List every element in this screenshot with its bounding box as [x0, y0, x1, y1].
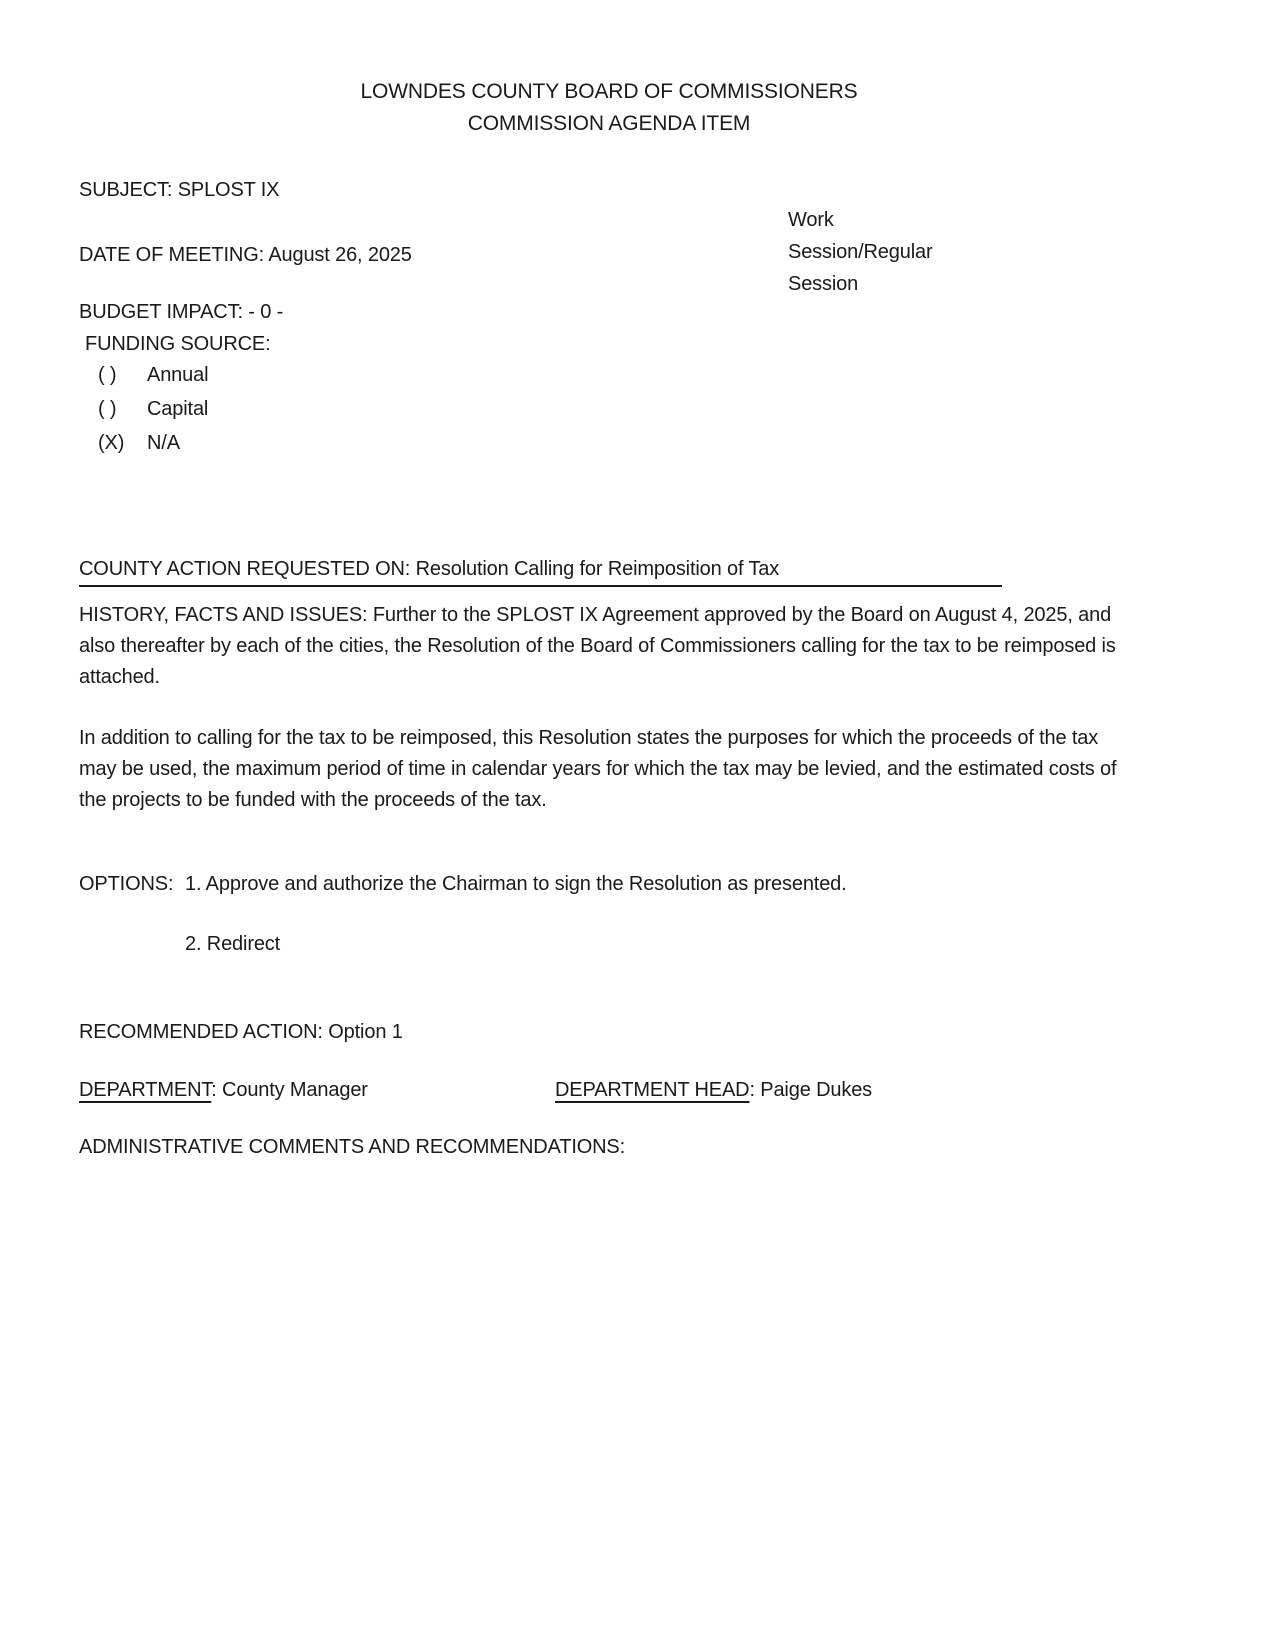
document-title-line2: COMMISSION AGENDA ITEM	[467, 112, 751, 135]
subject-label: SUBJECT:	[79, 179, 173, 201]
department-value: : County Manager	[211, 1079, 368, 1101]
history-facts-paragraph: HISTORY, FACTS AND ISSUES: Further to the SPLOST IX Agreement approved by the Board on August 4, 2025, and also thereafter by each of the cities, the Resolution of the Board of Commissioners calling for the tax to be reimposed is attached.	[79, 604, 1116, 688]
options-label: OPTIONS:	[79, 873, 174, 895]
county-action-requested-heading	[79, 554, 1002, 587]
recommended-action-label: RECOMMENDED ACTION:	[79, 1021, 323, 1043]
funding-option-capital	[98, 392, 208, 426]
funding-option-na	[98, 426, 208, 460]
funding-source-options	[98, 358, 208, 460]
recommended-action-value: Option 1	[328, 1021, 403, 1043]
department-head-label: DEPARTMENT HEAD	[555, 1079, 750, 1101]
checkbox-annual: ( )	[98, 364, 117, 386]
resolution-details-paragraph: In addition to calling for the tax to be reimposed, this Resolution states the purposes for which the proceeds of the tax may be used, the maximum period of time in calendar years for which the tax may be levied, and the estimated costs of the projects to be funded with the proceeds of the tax.	[79, 727, 1117, 811]
recommended-action-line	[79, 1017, 403, 1048]
department-head-value: : Paige Dukes	[749, 1079, 873, 1101]
option-2: 2. Redirect	[185, 933, 281, 955]
budget-impact-label: BUDGET IMPACT:	[79, 301, 243, 323]
document-title-line1: LOWNDES COUNTY BOARD OF COMMISSIONERS	[360, 80, 858, 103]
funding-source-label: FUNDING SOURCE:	[85, 333, 271, 355]
department-label: DEPARTMENT	[79, 1079, 212, 1101]
funding-option-capital-label: Capital	[147, 398, 209, 420]
session-type: Work Session/Regular Session	[788, 209, 933, 295]
subject-line	[79, 175, 279, 206]
department-line	[79, 1075, 368, 1106]
subject-value: SPLOST IX	[177, 179, 280, 201]
checkbox-capital: ( )	[98, 398, 117, 420]
budget-impact-value: - 0 -	[248, 301, 284, 323]
checkbox-na: (X)	[98, 432, 125, 454]
option-1: 1. Approve and authorize the Chairman to sign the Resolution as presented.	[185, 873, 847, 895]
county-action-label: COUNTY ACTION REQUESTED ON:	[79, 558, 411, 580]
funding-option-annual-label: Annual	[147, 364, 209, 386]
administrative-comments-label: ADMINISTRATIVE COMMENTS AND RECOMMENDATIONS:	[79, 1136, 626, 1158]
funding-option-annual	[98, 358, 208, 392]
county-action-value: Resolution Calling for Reimposition of Tax	[415, 558, 780, 580]
document-title	[79, 76, 1139, 140]
date-of-meeting-label: DATE OF MEETING:	[79, 244, 265, 266]
funding-option-na-label: N/A	[147, 432, 180, 454]
date-of-meeting-line	[79, 240, 412, 271]
department-head-line	[555, 1075, 872, 1106]
budget-impact-line	[79, 297, 283, 328]
date-of-meeting-value: August 26, 2025	[268, 244, 412, 266]
